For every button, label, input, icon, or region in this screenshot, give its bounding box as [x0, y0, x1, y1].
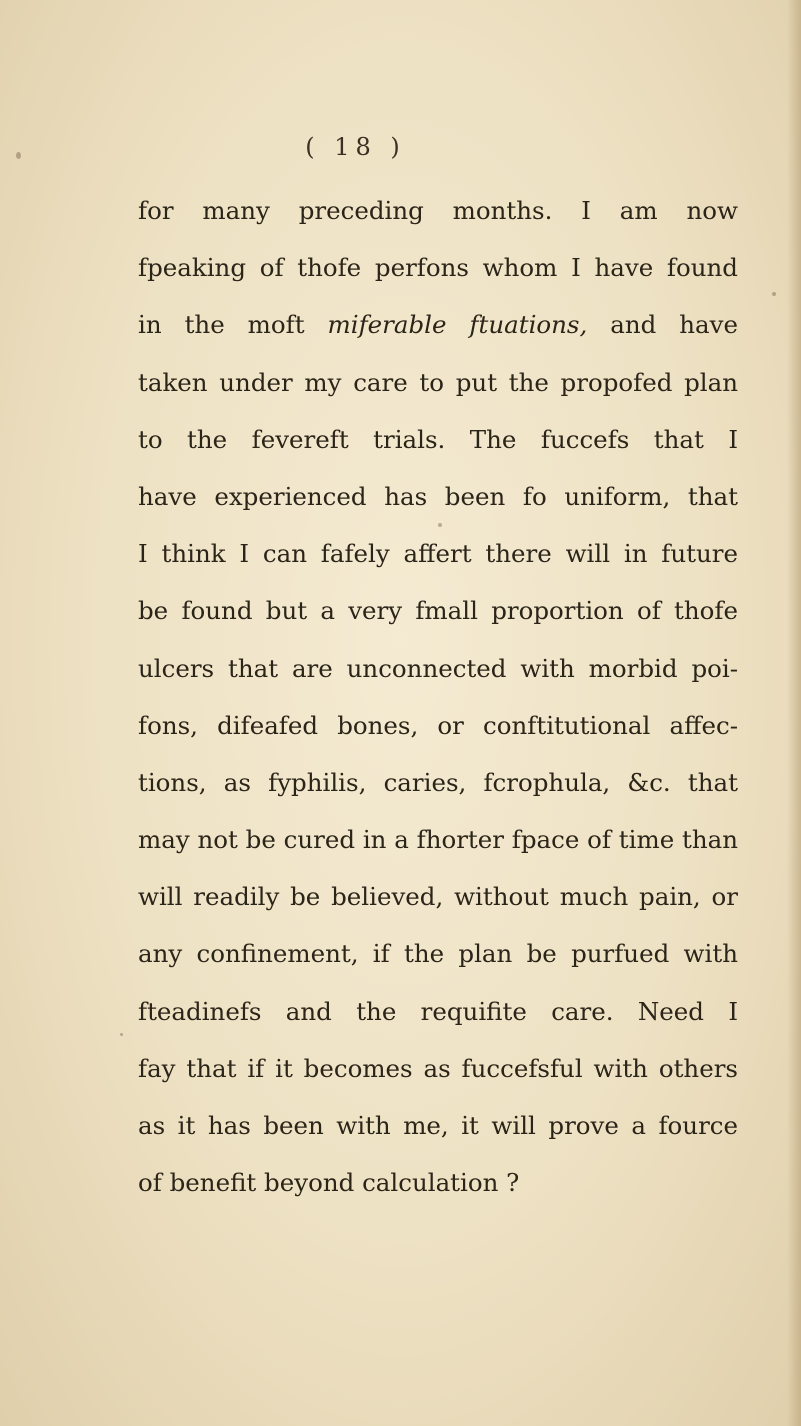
text-line: [138, 296, 738, 353]
text-segment: and have: [587, 310, 738, 340]
body-text: [138, 182, 738, 1211]
page-number: ( 18 ): [305, 133, 406, 161]
text-line: ulcers that are unconnected with morbid poi-: [138, 653, 738, 683]
text-line: any confinement, if the plan be purfued with: [138, 939, 738, 969]
text-line: as it has been with me, it will prove a fource: [138, 1111, 738, 1140]
italic-phrase: miferable ftuations,: [327, 310, 588, 340]
text-line: fpeaking of thofe perfons whom I have found: [138, 253, 738, 283]
text-line: fons, difeafed bones, or conftitutional affec-: [138, 710, 738, 740]
text-segment: in the moft: [138, 310, 328, 340]
ink-speck: [772, 292, 776, 296]
text-line: I think I can fafely affert there will in future: [138, 539, 738, 569]
text-line: may not be cured in a fhorter fpace of time than: [138, 825, 738, 855]
page-edge-shadow: [787, 0, 801, 1426]
text-line: for many preceding months. I am now: [138, 196, 738, 225]
text-line: of benefit beyond calculation ?: [138, 1168, 520, 1198]
text-line: be found but a very fmall proportion of thofe: [138, 596, 738, 626]
text-line: have experienced has been fo uniform, that: [138, 481, 738, 511]
text-line: will readily be believed, without much pain, or: [138, 882, 738, 912]
text-line: tions, as fyphilis, caries, fcrophula, &c. that: [138, 767, 738, 797]
text-line: fay that if it becomes as fuccefsful with others: [138, 1053, 738, 1083]
ink-speck: [120, 1033, 123, 1036]
text-line: fteadinefs and the requifite care. Need I: [138, 996, 738, 1026]
text-line: taken under my care to put the propofed plan: [138, 367, 738, 397]
text-line: to the fevereft trials. The fuccefs that I: [138, 424, 738, 454]
